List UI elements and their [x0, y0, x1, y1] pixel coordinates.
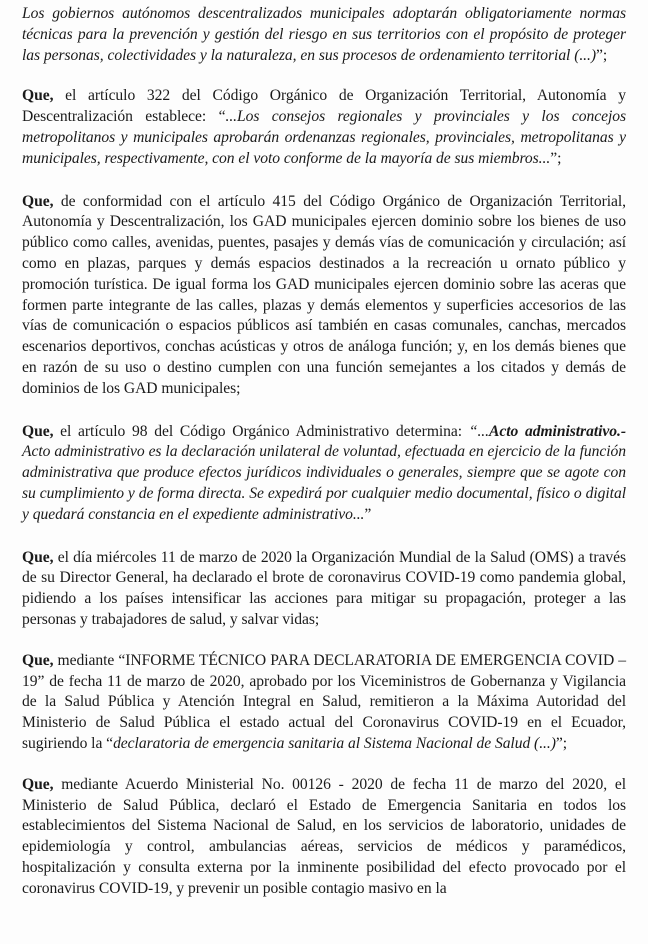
- paragraph-1: [22, 4, 626, 66]
- paragraph-6-tail: ”;: [555, 734, 568, 752]
- paragraph-5-lead: Que,: [22, 548, 54, 566]
- document-body: [22, 4, 626, 919]
- paragraph-4-quote-open: “...: [468, 422, 489, 440]
- paragraph-6-quote: declaratoria de emergencia sanitaria al Sistema Nacional de Salud (...): [113, 734, 556, 752]
- paragraph-7-text: mediante Acuerdo Ministerial No. 00126 - 2020 de fecha 11 de marzo del 2020, el Ministerio de Salud Pública, declaró el Estado de Emergencia Sanitaria en todos los establecimientos del Sistema Nacional de Salud, en los servicios de laboratorio, unidades de epidemiología y control, ambulancias aéreas, servicios de médicos y paramédicos, hospitalización y consulta externa por la inminente posibilidad del efecto provocado por el coronavirus COVID-19, y prevenir un posible contagio masivo en la: [22, 775, 626, 897]
- paragraph-2: [22, 86, 626, 169]
- paragraph-3-lead: Que,: [22, 192, 54, 210]
- paragraph-6-text: mediante “INFORME TÉCNICO PARA DECLARATORIA DE EMERGENCIA COVID –19” de fecha 11 de marzo de 2020, aprobado por los Viceministros de Gobernanza y Vigilancia de la Salud Pública y Atención Integral en Salud, remitieron a la Máxima Autoridad del Ministerio de Salud Pública el estado actual del Coronavirus COVID-19 en el Ecuador, sugiriendo la “: [22, 651, 626, 752]
- paragraph-2-lead: Que,: [22, 87, 54, 105]
- paragraph-2-quote: ...Los consejos regionales y provinciales y los concejos metropolitanos y municipales aprobarán ordenanzas regionales, provinciales, metropolitanas y municipales, respectivamente, con el voto conforme de la mayoría de sus miembros...: [22, 108, 627, 167]
- paragraph-4-lead: Que,: [22, 422, 54, 440]
- paragraph-4: [22, 422, 626, 526]
- paragraph-4-quote-heading: Acto administrativo.-: [489, 422, 626, 440]
- paragraph-6-lead: Que,: [22, 651, 54, 669]
- paragraph-6: [22, 651, 626, 755]
- paragraph-1-tail: ”;: [596, 46, 608, 64]
- paragraph-4-text: el artículo 98 del Código Orgánico Administrativo determina:: [53, 422, 469, 440]
- paragraph-2-quote-open: “: [218, 108, 226, 126]
- paragraph-1-quote: Los gobiernos autónomos descentralizados municipales adoptarán obligatoriamente normas técnicas para la prevención y gestión del riesgo en sus territorios con el propósito de proteger las personas, colectividades y la naturaleza, en sus procesos de ordenamiento territorial (...): [22, 5, 626, 64]
- paragraph-7-lead: Que,: [22, 775, 54, 793]
- paragraph-5-text: el día miércoles 11 de marzo de 2020 la Organización Mundial de la Salud (OMS) a través de su Director General, ha declarado el brote de coronavirus COVID-19 como pandemia global, pidiendo a los países intensificar las acciones para mitigar su propagación, proteger a las personas y trabajadores de salud, y salvar vidas;: [22, 548, 626, 628]
- paragraph-7: [22, 775, 626, 900]
- paragraph-5: [22, 548, 626, 631]
- paragraph-4-tail: ”: [364, 505, 372, 523]
- paragraph-3-text: de conformidad con el artículo 415 del Código Orgánico de Organización Territorial, Autonomía y Descentralización, los GAD municipales ejercen dominio sobre los bienes de uso público como calles, avenidas, puentes, pasajes y demás vías de comunicación y circulación; así como en plazas, parques y demás espacios destinados a la recreación u ornato público y promoción turística. De igual forma los GAD municipales ejercen dominio sobre las aceras que formen parte integrante de las calles, plazas y demás elementos y superficies accesorios de las vías de comunicación o espacios públicos así también en casas comunales, canchas, mercados escenarios deportivos, conchas acústicas y otros de análoga función; y, en los demás bienes que en razón de su uso o destino cumplen con una función semejantes a los citados y demás de dominios de los GAD municipales;: [22, 192, 626, 397]
- paragraph-3: [22, 192, 626, 400]
- paragraph-2-tail: ”;: [550, 149, 562, 167]
- paragraph-4-quote: Acto administrativo es la declaración unilateral de voluntad, efectuada en ejercicio de la función administrativa que produce efectos jurídicos individuales o generales, siempre que se agote con su cumplimiento y de forma directa. Se expedirá por cualquier medio documental, físico o digital y quedará constancia en el expediente administrativo...: [22, 443, 626, 523]
- paragraph-2-text: el artículo 322 del Código Orgánico de Organización Territorial, Autonomía y Descentralización establece:: [22, 87, 626, 126]
